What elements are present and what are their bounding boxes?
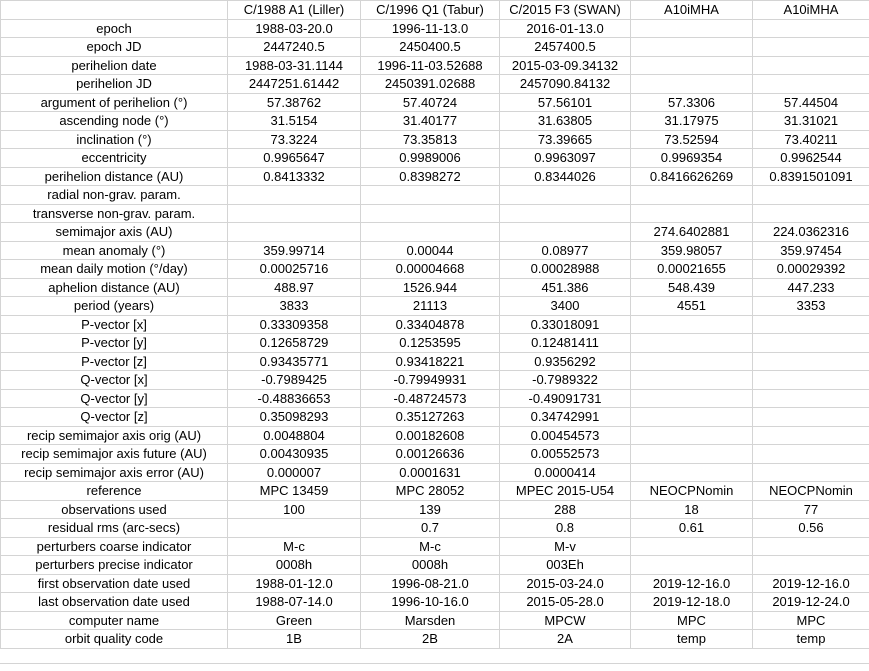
value-cell[interactable]: 0.8413332: [228, 167, 361, 186]
row-label-cell[interactable]: epoch JD: [1, 38, 228, 57]
value-cell[interactable]: 0.8344026: [500, 167, 631, 186]
value-cell[interactable]: 0.7: [361, 519, 500, 538]
value-cell[interactable]: [753, 537, 869, 556]
value-cell[interactable]: [753, 352, 869, 371]
value-cell[interactable]: 224.0362316: [753, 223, 869, 242]
value-cell[interactable]: [753, 408, 869, 427]
value-cell[interactable]: [631, 556, 753, 575]
table-row: [1, 593, 869, 612]
row-label-cell[interactable]: perihelion distance (AU): [1, 167, 228, 186]
value-cell[interactable]: 1996-10-16.0: [361, 593, 500, 612]
value-cell[interactable]: [631, 371, 753, 390]
value-cell[interactable]: 488.97: [228, 278, 361, 297]
header-cell[interactable]: C/2015 F3 (SWAN): [500, 1, 631, 20]
value-cell[interactable]: [753, 556, 869, 575]
table-row: [1, 463, 869, 482]
row-label-cell[interactable]: recip semimajor axis error (AU): [1, 463, 228, 482]
value-cell[interactable]: temp: [753, 630, 869, 649]
value-cell[interactable]: 1996-11-03.52688: [361, 56, 500, 75]
table-row: [1, 352, 869, 371]
value-cell[interactable]: 0.00004668: [361, 260, 500, 279]
value-cell[interactable]: 73.3224: [228, 130, 361, 149]
value-cell[interactable]: 57.44504: [753, 93, 869, 112]
value-cell[interactable]: [753, 445, 869, 464]
value-cell[interactable]: 77: [753, 500, 869, 519]
table-row: [1, 223, 869, 242]
table-row: [1, 19, 869, 38]
value-cell[interactable]: 0.00029392: [753, 260, 869, 279]
value-cell[interactable]: 0.93418221: [361, 352, 500, 371]
row-label-cell[interactable]: orbit quality code: [1, 630, 228, 649]
row-label-cell[interactable]: perturbers coarse indicator: [1, 537, 228, 556]
value-cell[interactable]: 31.5154: [228, 112, 361, 131]
value-cell[interactable]: 0.00430935: [228, 445, 361, 464]
value-cell[interactable]: 31.40177: [361, 112, 500, 131]
value-cell[interactable]: 0.00025716: [228, 260, 361, 279]
value-cell[interactable]: 4551: [631, 297, 753, 316]
value-cell[interactable]: 0.000007: [228, 463, 361, 482]
value-cell[interactable]: 57.40724: [361, 93, 500, 112]
header-cell[interactable]: A10iMHA: [753, 1, 869, 20]
value-cell[interactable]: 0008h: [361, 556, 500, 575]
value-cell[interactable]: [753, 56, 869, 75]
value-cell[interactable]: temp: [631, 630, 753, 649]
value-cell[interactable]: 0.00028988: [500, 260, 631, 279]
value-cell[interactable]: [753, 426, 869, 445]
value-cell[interactable]: 0.93435771: [228, 352, 361, 371]
value-cell[interactable]: 359.99714: [228, 241, 361, 260]
value-cell[interactable]: 0008h: [228, 556, 361, 575]
table-row: [1, 278, 869, 297]
value-cell[interactable]: 0.00021655: [631, 260, 753, 279]
value-cell[interactable]: 0.00126636: [361, 445, 500, 464]
table-row: [1, 334, 869, 353]
table-row: [1, 167, 869, 186]
value-cell[interactable]: NEOCPNomin: [631, 482, 753, 501]
value-cell[interactable]: 2016-01-13.0: [500, 19, 631, 38]
value-cell[interactable]: 0.0048804: [228, 426, 361, 445]
value-cell[interactable]: [753, 186, 869, 205]
row-label-cell[interactable]: P-vector [z]: [1, 352, 228, 371]
value-cell[interactable]: 0.9989006: [361, 149, 500, 168]
value-cell[interactable]: [631, 75, 753, 94]
header-cell[interactable]: C/1988 A1 (Liller): [228, 1, 361, 20]
header-cell[interactable]: C/1996 Q1 (Tabur): [361, 1, 500, 20]
row-label-cell[interactable]: mean anomaly (°): [1, 241, 228, 260]
value-cell[interactable]: 451.386: [500, 278, 631, 297]
value-cell[interactable]: [631, 186, 753, 205]
value-cell[interactable]: [753, 75, 869, 94]
value-cell[interactable]: [228, 186, 361, 205]
row-label-cell[interactable]: transverse non-grav. param.: [1, 204, 228, 223]
value-cell[interactable]: 1996-08-21.0: [361, 574, 500, 593]
row-label-cell[interactable]: reference: [1, 482, 228, 501]
value-cell[interactable]: MPEC 2015-U54: [500, 482, 631, 501]
row-label-cell[interactable]: perihelion date: [1, 56, 228, 75]
value-cell[interactable]: [631, 56, 753, 75]
value-cell[interactable]: 57.3306: [631, 93, 753, 112]
value-cell[interactable]: 1996-11-13.0: [361, 19, 500, 38]
table-row: [1, 260, 869, 279]
value-cell[interactable]: 2450391.02688: [361, 75, 500, 94]
value-cell[interactable]: 0.35098293: [228, 408, 361, 427]
value-cell[interactable]: [228, 223, 361, 242]
value-cell[interactable]: [500, 204, 631, 223]
value-cell[interactable]: 0.12481411: [500, 334, 631, 353]
value-cell[interactable]: [753, 389, 869, 408]
row-label-cell[interactable]: aphelion distance (AU): [1, 278, 228, 297]
value-cell[interactable]: [753, 371, 869, 390]
value-cell[interactable]: 3400: [500, 297, 631, 316]
table-row: [1, 574, 869, 593]
value-cell[interactable]: 0.0000414: [500, 463, 631, 482]
value-cell[interactable]: [228, 519, 361, 538]
value-cell[interactable]: 57.38762: [228, 93, 361, 112]
value-cell[interactable]: MPC 28052: [361, 482, 500, 501]
table-row: [1, 56, 869, 75]
value-cell[interactable]: [631, 408, 753, 427]
header-cell[interactable]: A10iMHA: [631, 1, 753, 20]
value-cell[interactable]: 3833: [228, 297, 361, 316]
row-label-cell[interactable]: P-vector [y]: [1, 334, 228, 353]
value-cell[interactable]: [753, 463, 869, 482]
value-cell[interactable]: 288: [500, 500, 631, 519]
table-row: [1, 130, 869, 149]
row-label-cell[interactable]: computer name: [1, 611, 228, 630]
row-label-cell[interactable]: residual rms (arc-secs): [1, 519, 228, 538]
value-cell[interactable]: 359.97454: [753, 241, 869, 260]
value-cell[interactable]: 0.61: [631, 519, 753, 538]
value-cell[interactable]: 548.439: [631, 278, 753, 297]
table-row: [1, 445, 869, 464]
value-cell[interactable]: [361, 186, 500, 205]
value-cell[interactable]: [631, 445, 753, 464]
value-cell[interactable]: 1988-03-20.0: [228, 19, 361, 38]
value-cell[interactable]: [753, 204, 869, 223]
value-cell[interactable]: 57.56101: [500, 93, 631, 112]
row-label-cell[interactable]: observations used: [1, 500, 228, 519]
value-cell[interactable]: 73.40211: [753, 130, 869, 149]
value-cell[interactable]: 447.233: [753, 278, 869, 297]
table-row: [1, 408, 869, 427]
table-row: [1, 75, 869, 94]
row-label-cell[interactable]: mean daily motion (°/day): [1, 260, 228, 279]
value-cell[interactable]: [753, 38, 869, 57]
value-cell[interactable]: [631, 352, 753, 371]
value-cell[interactable]: 2A: [500, 630, 631, 649]
value-cell[interactable]: 0.8416626269: [631, 167, 753, 186]
value-cell[interactable]: [753, 315, 869, 334]
row-label-cell[interactable]: period (years): [1, 297, 228, 316]
value-cell[interactable]: -0.48724573: [361, 389, 500, 408]
value-cell[interactable]: NEOCPNomin: [753, 482, 869, 501]
value-cell[interactable]: 2457400.5: [500, 38, 631, 57]
value-cell[interactable]: 1526.944: [361, 278, 500, 297]
header-cell[interactable]: [1, 1, 228, 20]
table-row: [1, 186, 869, 205]
value-cell[interactable]: 31.17975: [631, 112, 753, 131]
row-label-cell[interactable]: recip semimajor axis orig (AU): [1, 426, 228, 445]
row-label-cell[interactable]: radial non-grav. param.: [1, 186, 228, 205]
row-label-cell[interactable]: first observation date used: [1, 574, 228, 593]
value-cell[interactable]: MPC: [753, 611, 869, 630]
value-cell[interactable]: 100: [228, 500, 361, 519]
row-label-cell[interactable]: semimajor axis (AU): [1, 223, 228, 242]
value-cell[interactable]: 21113: [361, 297, 500, 316]
table-row: [1, 389, 869, 408]
value-cell[interactable]: [631, 315, 753, 334]
value-cell[interactable]: 2019-12-24.0: [753, 593, 869, 612]
value-cell[interactable]: 0.9969354: [631, 149, 753, 168]
value-cell[interactable]: [631, 334, 753, 353]
table-row: [1, 500, 869, 519]
table-row: [1, 630, 869, 649]
table-row: [1, 482, 869, 501]
value-cell[interactable]: -0.7989425: [228, 371, 361, 390]
value-cell[interactable]: 0.56: [753, 519, 869, 538]
value-cell[interactable]: 0.00552573: [500, 445, 631, 464]
value-cell[interactable]: 0.00044: [361, 241, 500, 260]
table-row: [1, 315, 869, 334]
value-cell[interactable]: 0.00182608: [361, 426, 500, 445]
value-cell[interactable]: [753, 334, 869, 353]
value-cell[interactable]: 2450400.5: [361, 38, 500, 57]
value-cell[interactable]: 18: [631, 500, 753, 519]
value-cell[interactable]: 0.8398272: [361, 167, 500, 186]
row-label-cell[interactable]: ascending node (°): [1, 112, 228, 131]
value-cell[interactable]: 0.1253595: [361, 334, 500, 353]
table-row: [1, 611, 869, 630]
table-row: [1, 371, 869, 390]
value-cell[interactable]: 0.0001631: [361, 463, 500, 482]
table-row: [1, 519, 869, 538]
value-cell[interactable]: 0.33309358: [228, 315, 361, 334]
value-cell[interactable]: 0.8: [500, 519, 631, 538]
value-cell[interactable]: [631, 389, 753, 408]
value-cell[interactable]: 1B: [228, 630, 361, 649]
value-cell[interactable]: Marsden: [361, 611, 500, 630]
value-cell[interactable]: 2015-05-28.0: [500, 593, 631, 612]
header-row: [1, 1, 869, 20]
value-cell[interactable]: [361, 204, 500, 223]
value-cell[interactable]: 1988-01-12.0: [228, 574, 361, 593]
value-cell[interactable]: 274.6402881: [631, 223, 753, 242]
value-cell[interactable]: [631, 426, 753, 445]
value-cell[interactable]: [753, 19, 869, 38]
row-label-cell[interactable]: perihelion JD: [1, 75, 228, 94]
value-cell[interactable]: 0.12658729: [228, 334, 361, 353]
value-cell[interactable]: [631, 204, 753, 223]
value-cell[interactable]: 0.9965647: [228, 149, 361, 168]
table-row: [1, 537, 869, 556]
value-cell[interactable]: 0.33018091: [500, 315, 631, 334]
row-label-cell[interactable]: argument of perihelion (°): [1, 93, 228, 112]
value-cell[interactable]: 0.34742991: [500, 408, 631, 427]
value-cell[interactable]: M-c: [228, 537, 361, 556]
row-label-cell[interactable]: recip semimajor axis future (AU): [1, 445, 228, 464]
value-cell[interactable]: 0.9963097: [500, 149, 631, 168]
table-row: [1, 112, 869, 131]
value-cell[interactable]: -0.79949931: [361, 371, 500, 390]
row-label-cell[interactable]: Q-vector [x]: [1, 371, 228, 390]
table-row: [1, 556, 869, 575]
table-row: [1, 241, 869, 260]
value-cell[interactable]: M-c: [361, 537, 500, 556]
value-cell[interactable]: -0.48836653: [228, 389, 361, 408]
table-row: [1, 426, 869, 445]
value-cell[interactable]: 73.39665: [500, 130, 631, 149]
value-cell[interactable]: 139: [361, 500, 500, 519]
value-cell[interactable]: MPCW: [500, 611, 631, 630]
value-cell[interactable]: 2019-12-16.0: [753, 574, 869, 593]
value-cell[interactable]: [228, 204, 361, 223]
value-cell[interactable]: [361, 223, 500, 242]
value-cell[interactable]: -0.7989322: [500, 371, 631, 390]
value-cell[interactable]: -0.49091731: [500, 389, 631, 408]
value-cell[interactable]: MPC: [631, 611, 753, 630]
value-cell[interactable]: [500, 186, 631, 205]
value-cell[interactable]: [631, 19, 753, 38]
value-cell[interactable]: 2019-12-16.0: [631, 574, 753, 593]
value-cell[interactable]: [631, 537, 753, 556]
value-cell[interactable]: 0.00454573: [500, 426, 631, 445]
table-row: [1, 297, 869, 316]
value-cell[interactable]: 0.8391501091: [753, 167, 869, 186]
value-cell[interactable]: 3353: [753, 297, 869, 316]
row-label-cell[interactable]: last observation date used: [1, 593, 228, 612]
row-label-cell[interactable]: Q-vector [y]: [1, 389, 228, 408]
value-cell[interactable]: 2447251.61442: [228, 75, 361, 94]
value-cell[interactable]: 2457090.84132: [500, 75, 631, 94]
table-row: [1, 93, 869, 112]
value-cell[interactable]: 0.9962544: [753, 149, 869, 168]
value-cell[interactable]: [500, 223, 631, 242]
value-cell[interactable]: 31.31021: [753, 112, 869, 131]
value-cell[interactable]: 1988-03-31.1144: [228, 56, 361, 75]
value-cell[interactable]: 0.9356292: [500, 352, 631, 371]
value-cell[interactable]: 359.98057: [631, 241, 753, 260]
value-cell[interactable]: 2015-03-09.34132: [500, 56, 631, 75]
table-row: [1, 204, 869, 223]
value-cell[interactable]: 0.35127263: [361, 408, 500, 427]
value-cell[interactable]: 31.63805: [500, 112, 631, 131]
value-cell[interactable]: 2B: [361, 630, 500, 649]
value-cell[interactable]: 003Eh: [500, 556, 631, 575]
value-cell[interactable]: 2019-12-18.0: [631, 593, 753, 612]
value-cell[interactable]: M-v: [500, 537, 631, 556]
row-label-cell[interactable]: Q-vector [z]: [1, 408, 228, 427]
value-cell[interactable]: 73.35813: [361, 130, 500, 149]
row-label-cell[interactable]: epoch: [1, 19, 228, 38]
value-cell[interactable]: [631, 463, 753, 482]
value-cell[interactable]: 73.52594: [631, 130, 753, 149]
table-row: [1, 38, 869, 57]
row-label-cell[interactable]: P-vector [x]: [1, 315, 228, 334]
value-cell[interactable]: MPC 13459: [228, 482, 361, 501]
value-cell[interactable]: Green: [228, 611, 361, 630]
table-row: [1, 149, 869, 168]
value-cell[interactable]: 2447240.5: [228, 38, 361, 57]
value-cell[interactable]: 0.08977: [500, 241, 631, 260]
value-cell[interactable]: [631, 38, 753, 57]
row-label-cell[interactable]: perturbers precise indicator: [1, 556, 228, 575]
row-label-cell[interactable]: eccentricity: [1, 149, 228, 168]
value-cell[interactable]: 0.33404878: [361, 315, 500, 334]
row-label-cell[interactable]: inclination (°): [1, 130, 228, 149]
value-cell[interactable]: 1988-07-14.0: [228, 593, 361, 612]
value-cell[interactable]: 2015-03-24.0: [500, 574, 631, 593]
